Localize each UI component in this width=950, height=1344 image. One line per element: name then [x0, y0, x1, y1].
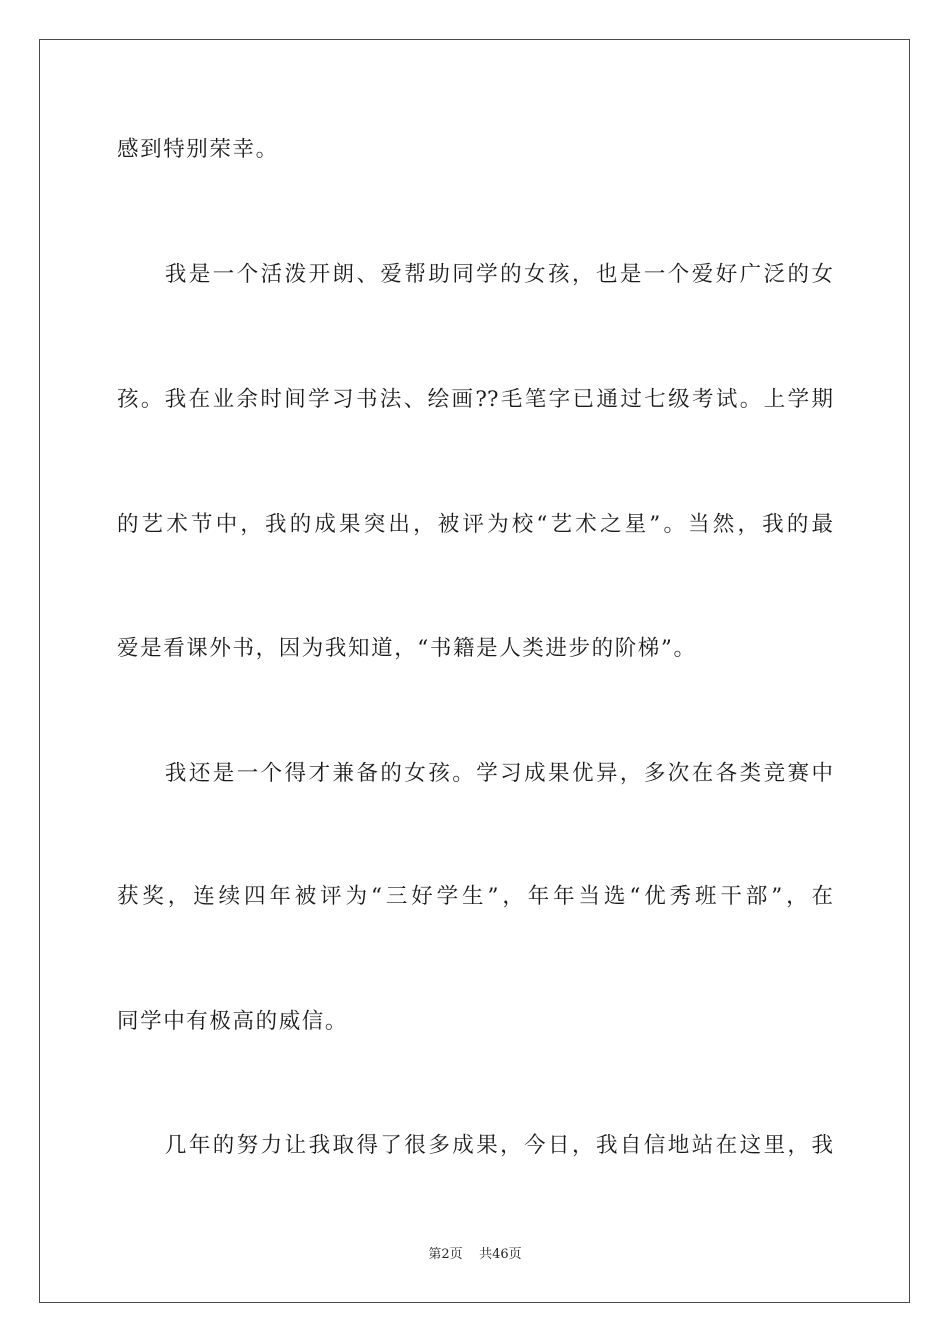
page-total: 共46页: [479, 1247, 522, 1262]
text-line-1: 感到特别荣幸。: [117, 137, 279, 162]
text-line-9: 几年的努力让我取得了很多成果，今日，我自信地站在这里，我: [117, 1133, 833, 1158]
text-line-7: 获奖，连续四年被评为“三好学生”，年年当选“优秀班干部”，在: [117, 884, 833, 909]
page-footer: [0, 1246, 950, 1264]
text-line-5: 爱是看课外书，因为我知道，“书籍是人类进步的阶梯”。: [117, 636, 697, 661]
text-line-2: 我是一个活泼开朗、爱帮助同学的女孩，也是一个爱好广泛的女: [117, 262, 833, 287]
text-line-6: 我还是一个得才兼备的女孩。学习成果优异，多次在各类竞赛中: [117, 761, 833, 786]
text-line-8: 同学中有极高的威信。: [117, 1009, 349, 1034]
text-line-4: 的艺术节中，我的成果突出，被评为校“艺术之星”。当然，我的最: [117, 512, 833, 537]
page-number: 第2页: [428, 1247, 463, 1262]
page-border: [39, 39, 910, 1303]
text-line-3: 孩。我在业余时间学习书法、绘画??毛笔字已通过七级考试。上学期: [117, 387, 833, 412]
